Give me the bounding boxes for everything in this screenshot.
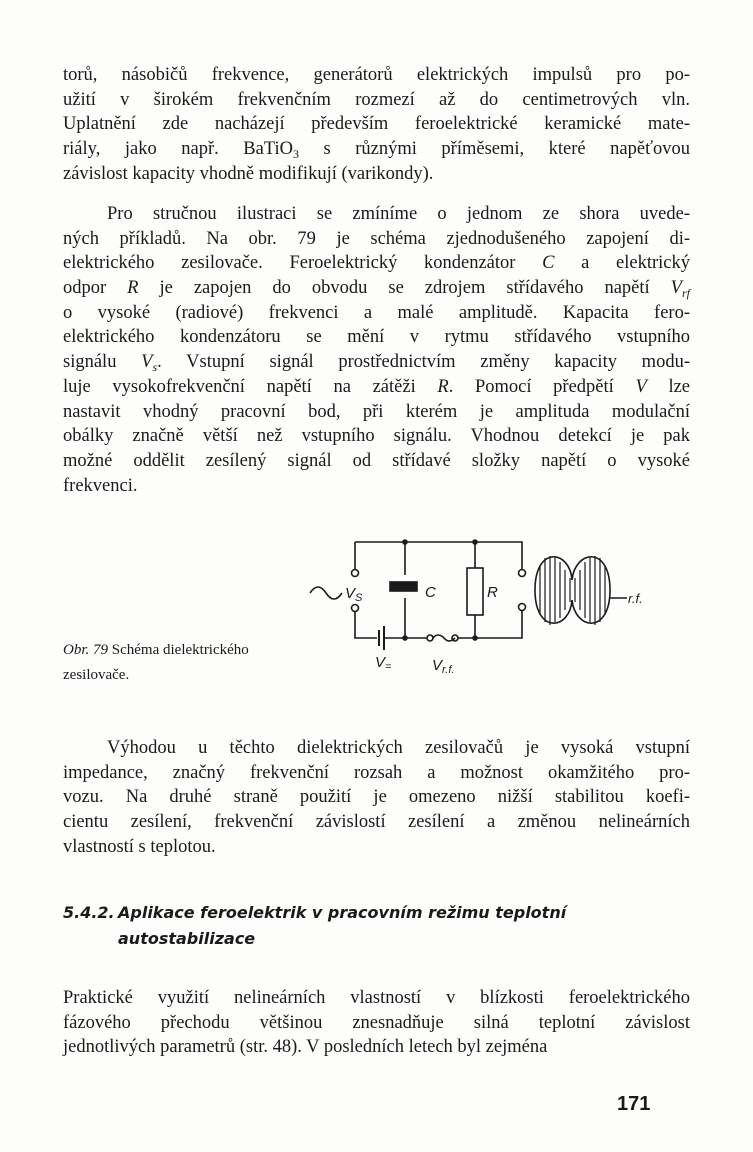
text-segment: Praktické využití nelineárních vlastností v blízkosti feroelektrického: [63, 988, 690, 1008]
text-segment: impedance, značný frekvenční rozsah a možnost okamžitého pro-: [63, 762, 690, 783]
text-segment: je zapojen do obvodu se zdrojem střídavého napětí: [138, 278, 671, 299]
paragraph-3: [63, 736, 690, 859]
figure-caption: [63, 638, 293, 688]
rf-carrier: [540, 556, 605, 625]
text-line: [63, 1011, 690, 1036]
text-segment: fázového přechodu většinou znesnadňuje silná teplotní závislost: [63, 1012, 690, 1033]
paragraph-1: [63, 63, 690, 186]
capacitor-plate: [390, 582, 417, 591]
text-segment: nastavit vhodný pracovní bod, při kterém je amplituda modulační: [63, 401, 690, 422]
math-symbol: V: [141, 352, 153, 373]
text-segment: závislost kapacity vhodně modifikují (varikondy).: [63, 163, 434, 184]
text-segment: vlastností s teplotou.: [63, 836, 216, 857]
text-segment: luje vysokofrekvenční napětí na zátěži: [63, 376, 438, 397]
subscript: s: [152, 360, 158, 375]
circuit-diagram: [300, 530, 680, 690]
subscript: 3: [292, 147, 299, 162]
text-segment: Výhodou u těchto dielektrických zesilovačů je vysoká vstupní: [107, 738, 690, 758]
text-segment: odpor: [63, 278, 128, 299]
text-segment: frekvenci.: [63, 475, 138, 496]
text-line: [63, 785, 690, 810]
math-symbol: V: [635, 376, 647, 397]
text-segment: Pro stručnou ilustraci se zmíníme o jednom ze shora uvede-: [107, 204, 690, 224]
text-line: [63, 810, 690, 835]
text-segment: ných příkladů. Na obr. 79 je schéma zjednodušeného zapojení di-: [63, 228, 690, 249]
text-segment: . Vstupní signál prostřednictvím změny kapacity modu-: [157, 352, 690, 373]
text-line: [63, 202, 690, 227]
text-segment: . Pomocí předpětí: [448, 376, 636, 397]
math-symbol: R: [437, 376, 449, 397]
math-symbol: R: [127, 278, 139, 299]
text-segment: Uplatnění zde nacházejí především feroelektrické keramické mate-: [63, 114, 690, 135]
resistor: [467, 568, 483, 615]
text-line: [63, 276, 690, 301]
caption-text: Schéma dielektrického: [108, 642, 249, 658]
text-segment: elektrického zesilovače. Feroelektrický kondenzátor: [63, 253, 543, 274]
text-line: [63, 761, 690, 786]
label-r: R: [487, 584, 498, 601]
text-line: [63, 301, 690, 326]
label-v-rf: $V_{r.f.}$: [432, 657, 455, 676]
page-number: 171: [617, 1093, 651, 1115]
text-segment: riály, jako např. BaTiO: [63, 139, 293, 160]
text-segment: o vysoké (radiové) frekvenci a malé amplitudě. Kapacita fero-: [63, 302, 690, 323]
section-number: 5.4.2.: [63, 903, 115, 922]
text-line: [63, 1035, 690, 1060]
text-line: [63, 350, 690, 375]
label-rf: r.f.: [628, 591, 643, 606]
section-heading: [63, 900, 566, 952]
section-title-line-2: autostabilizace: [118, 929, 256, 948]
text-segment: s různými příměsemi, které napěťovou: [298, 139, 690, 160]
wire-top: [355, 542, 522, 569]
math-symbol: V: [670, 278, 682, 299]
math-symbol: C: [542, 253, 555, 274]
text-segment: torů, násobičů frekvence, generátorů elektrických impulsů pro po-: [63, 65, 690, 85]
subscript: rf: [681, 286, 690, 301]
text-line: [63, 986, 690, 1011]
text-segment: vozu. Na druhé straně použití je omezeno nižší stabilitou koefi-: [63, 787, 690, 808]
text-line: [63, 137, 690, 162]
text-line: [63, 474, 690, 499]
battery: [379, 626, 384, 650]
label-v-dc: $V_=$: [375, 654, 392, 673]
text-line: [63, 325, 690, 350]
text-line: [63, 835, 690, 860]
caption-label: Obr. 79: [63, 642, 109, 658]
paragraph-4: [63, 986, 690, 1060]
text-line: [63, 251, 690, 276]
text-line: [63, 736, 690, 761]
text-segment: signálu: [63, 352, 142, 373]
text-line: [63, 112, 690, 137]
text-segment: a elektrický: [554, 253, 690, 274]
section-title-line-1: Aplikace feroelektrik v pracovním režimu teplotní: [118, 903, 567, 922]
text-line: [63, 63, 690, 88]
text-segment: obálky značně větší než vstupního signálu. Vhodnou detekcí je pak: [63, 426, 690, 447]
signal-source-wave: [310, 587, 342, 599]
text-segment: cientu zesílení, frekvenční závislostí zesílení a změnou nelineárních: [63, 812, 690, 833]
label-vs: $V_S$: [345, 585, 363, 604]
modulated-envelope: [535, 557, 610, 623]
text-segment: elektrického kondenzátoru se mění v rytmu střídavého vstupního: [63, 327, 690, 348]
text-segment: možné oddělit zesílený signál od střídavé složky napětí o vysoké: [63, 450, 690, 471]
paragraph-2: [63, 202, 690, 498]
text-line: [63, 375, 690, 400]
text-line: [63, 400, 690, 425]
text-segment: lze: [646, 376, 691, 397]
text-line: [63, 424, 690, 449]
text-line: [63, 449, 690, 474]
text-line: [63, 88, 690, 113]
caption-text-2: zesilovače.: [63, 667, 130, 683]
text-line: [63, 227, 690, 252]
label-c: C: [425, 584, 436, 601]
text-line: [63, 162, 690, 187]
text-segment: jednotlivých parametrů (str. 48). V posledních letech byl zejména: [63, 1037, 548, 1058]
text-segment: užití v širokém frekvenčním rozmezí až do centimetrových vln.: [63, 89, 690, 110]
